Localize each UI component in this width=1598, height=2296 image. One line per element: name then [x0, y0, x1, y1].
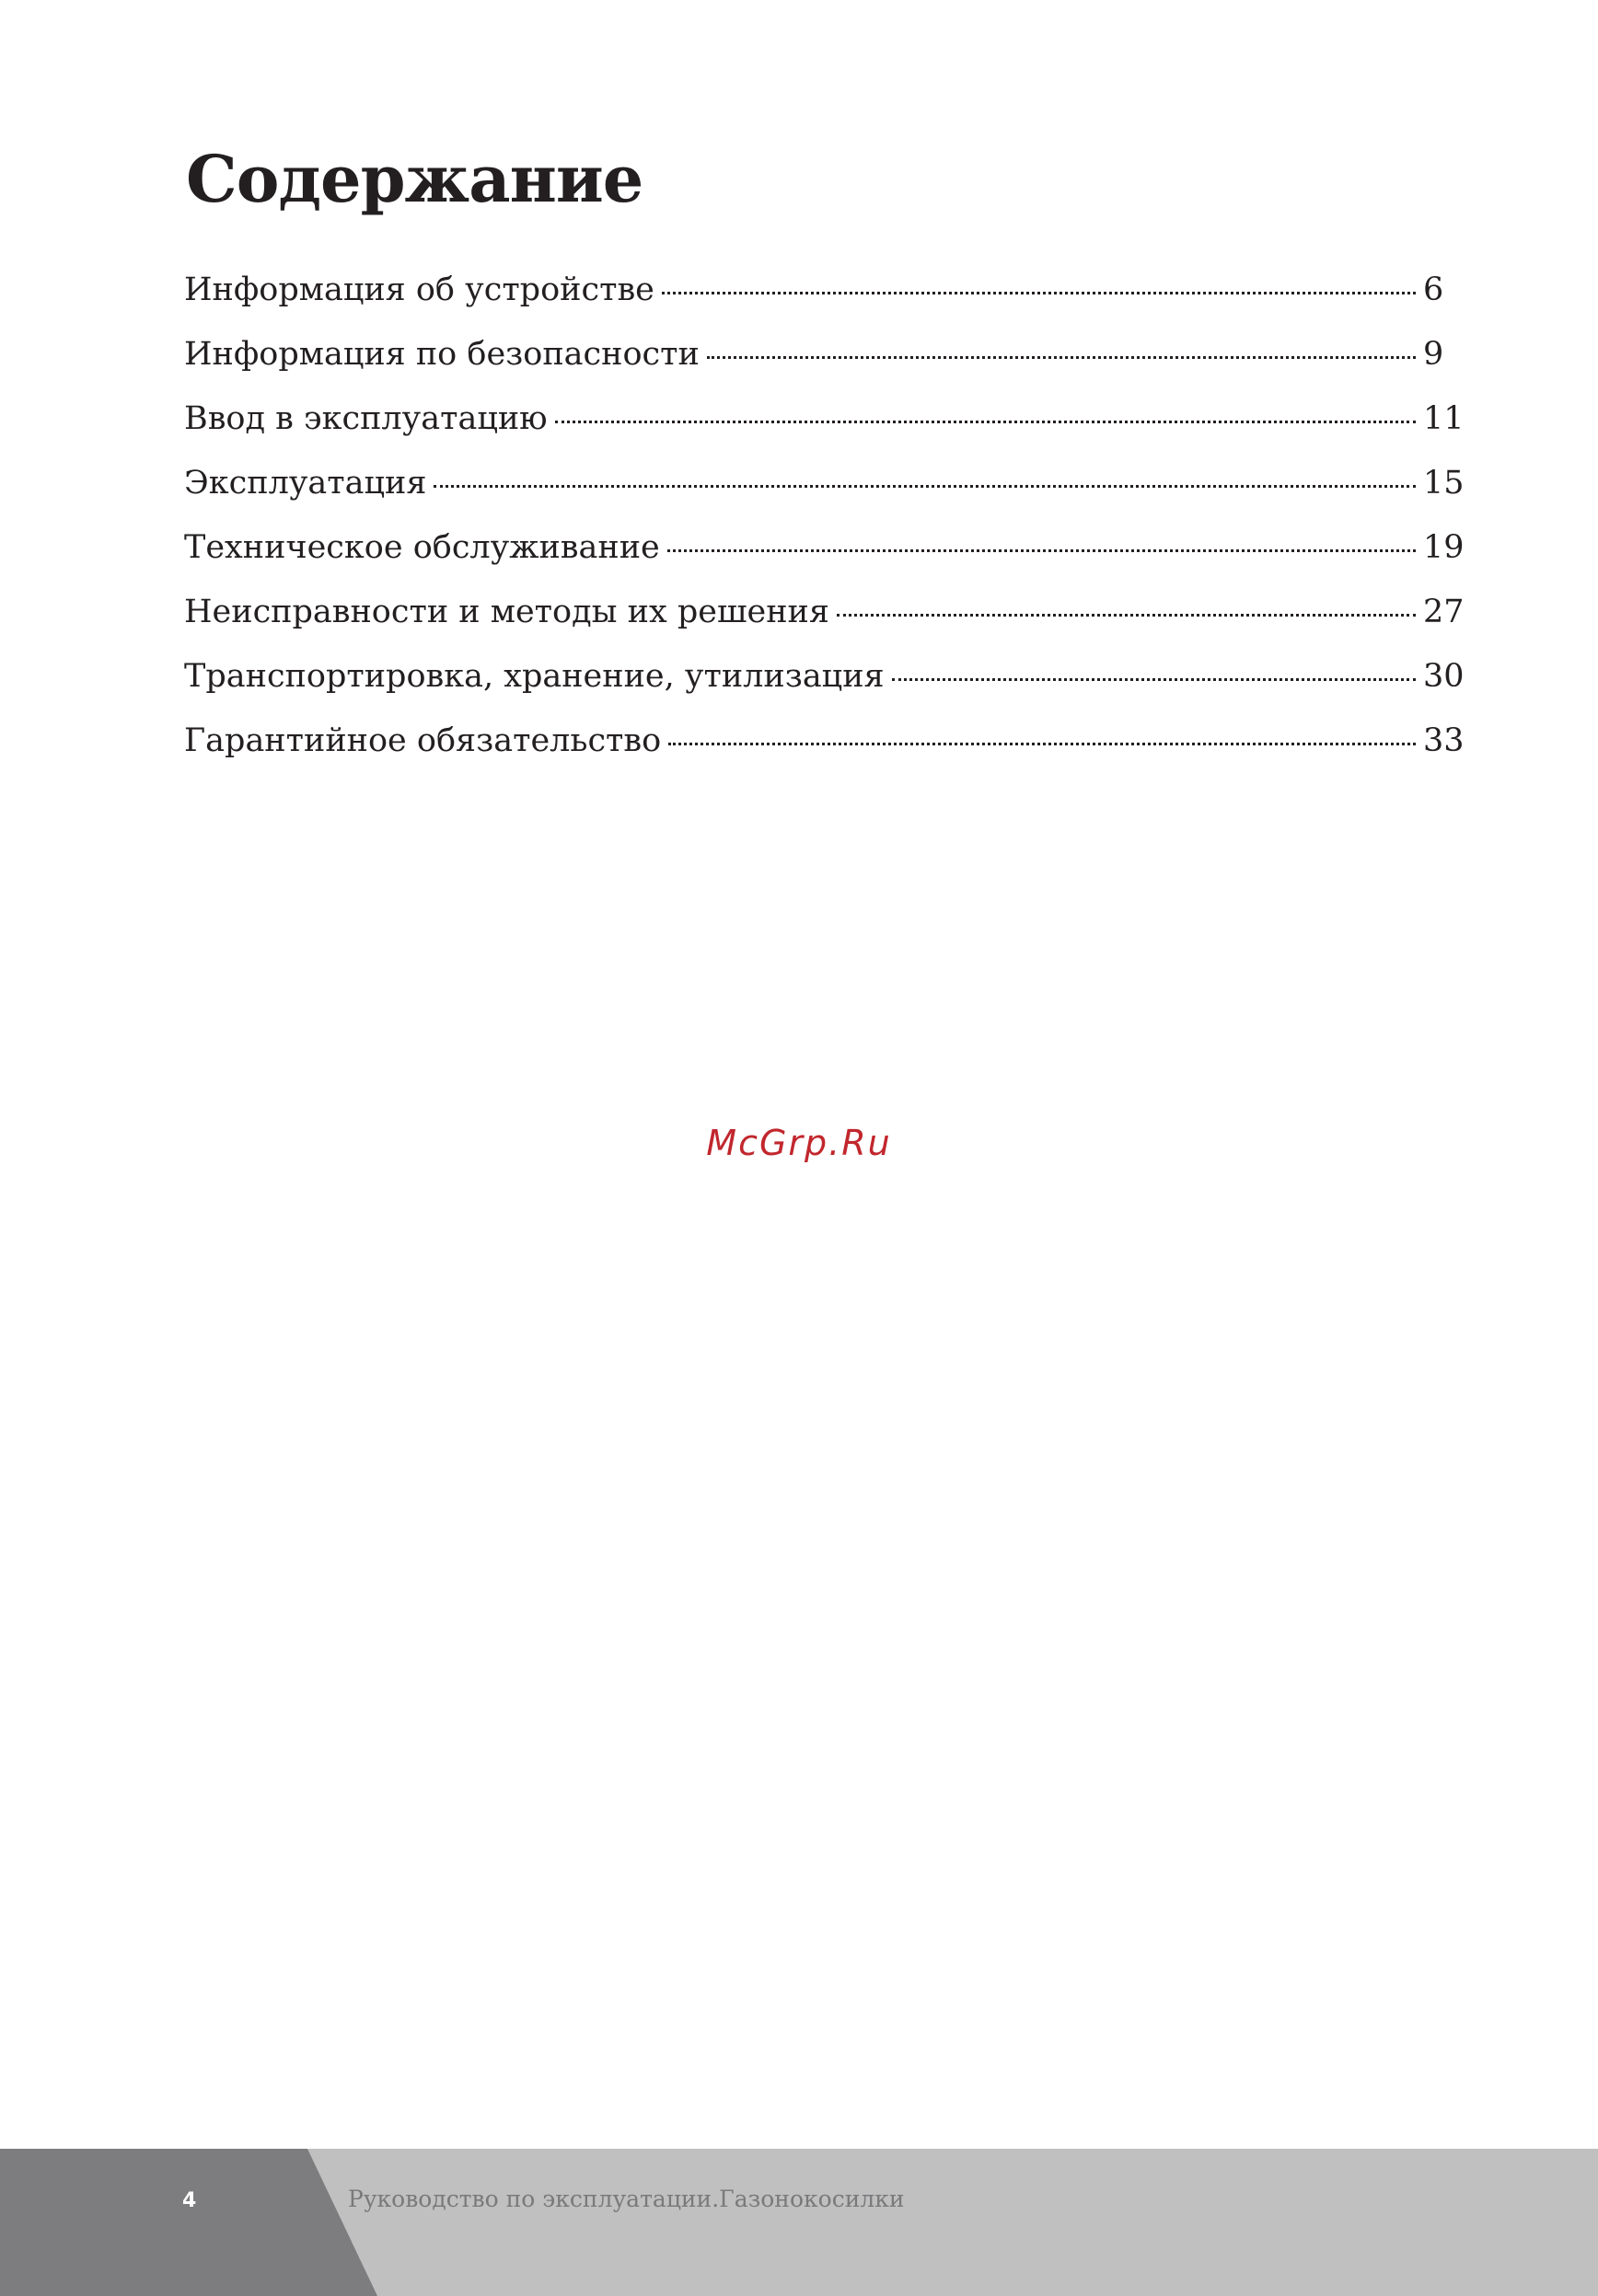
toc-entry-label: Ввод в эксплуатацию — [184, 400, 548, 437]
toc-dot-leader — [555, 421, 1416, 423]
toc-entry-page: 15 — [1423, 465, 1465, 502]
toc-entry-page: 6 — [1423, 271, 1444, 308]
toc-entry-operation[interactable] — [184, 451, 1465, 515]
toc-entry-troubleshooting[interactable] — [184, 580, 1465, 644]
toc-dot-leader — [892, 678, 1416, 681]
watermark: McGrp.Ru — [706, 1123, 892, 1163]
toc-dot-leader — [662, 292, 1416, 294]
toc-entry-safety-info[interactable] — [184, 322, 1462, 387]
toc-dot-leader — [434, 485, 1416, 488]
toc-entry-device-info[interactable] — [184, 258, 1462, 322]
toc-dot-leader — [837, 614, 1416, 617]
toc-entry-page: 27 — [1423, 594, 1465, 630]
toc-entry-maintenance[interactable] — [184, 515, 1465, 580]
toc-dot-leader — [667, 549, 1416, 552]
toc-entry-page: 19 — [1423, 529, 1465, 566]
toc-entry-page: 9 — [1423, 336, 1444, 373]
page-title: Содержание — [186, 141, 643, 217]
page-footer — [0, 2149, 1598, 2296]
toc-entry-commissioning[interactable] — [184, 387, 1465, 451]
footer-document-title: Руководство по эксплуатации.Газонокосилки — [348, 2186, 905, 2212]
footer-page-number: 4 — [182, 2189, 197, 2212]
table-of-contents — [184, 258, 1465, 773]
toc-entry-label: Техническое обслуживание — [184, 529, 660, 566]
toc-entry-label: Информация об устройстве — [184, 271, 654, 308]
toc-entry-page: 33 — [1423, 722, 1465, 759]
toc-entry-label: Транспортировка, хранение, утилизация — [184, 658, 885, 695]
toc-entry-warranty[interactable] — [184, 709, 1465, 773]
toc-entry-label: Информация по безопасности — [184, 336, 700, 373]
toc-dot-leader — [707, 356, 1416, 359]
toc-entry-transport-storage[interactable] — [184, 644, 1465, 709]
toc-entry-page: 11 — [1423, 400, 1465, 437]
toc-entry-label: Гарантийное обязательство — [184, 722, 662, 759]
toc-entry-label: Неисправности и методы их решения — [184, 594, 829, 630]
toc-entry-page: 30 — [1423, 658, 1465, 695]
toc-dot-leader — [668, 743, 1416, 745]
toc-entry-label: Эксплуатация — [184, 465, 427, 502]
footer-page-tab — [0, 2149, 377, 2296]
